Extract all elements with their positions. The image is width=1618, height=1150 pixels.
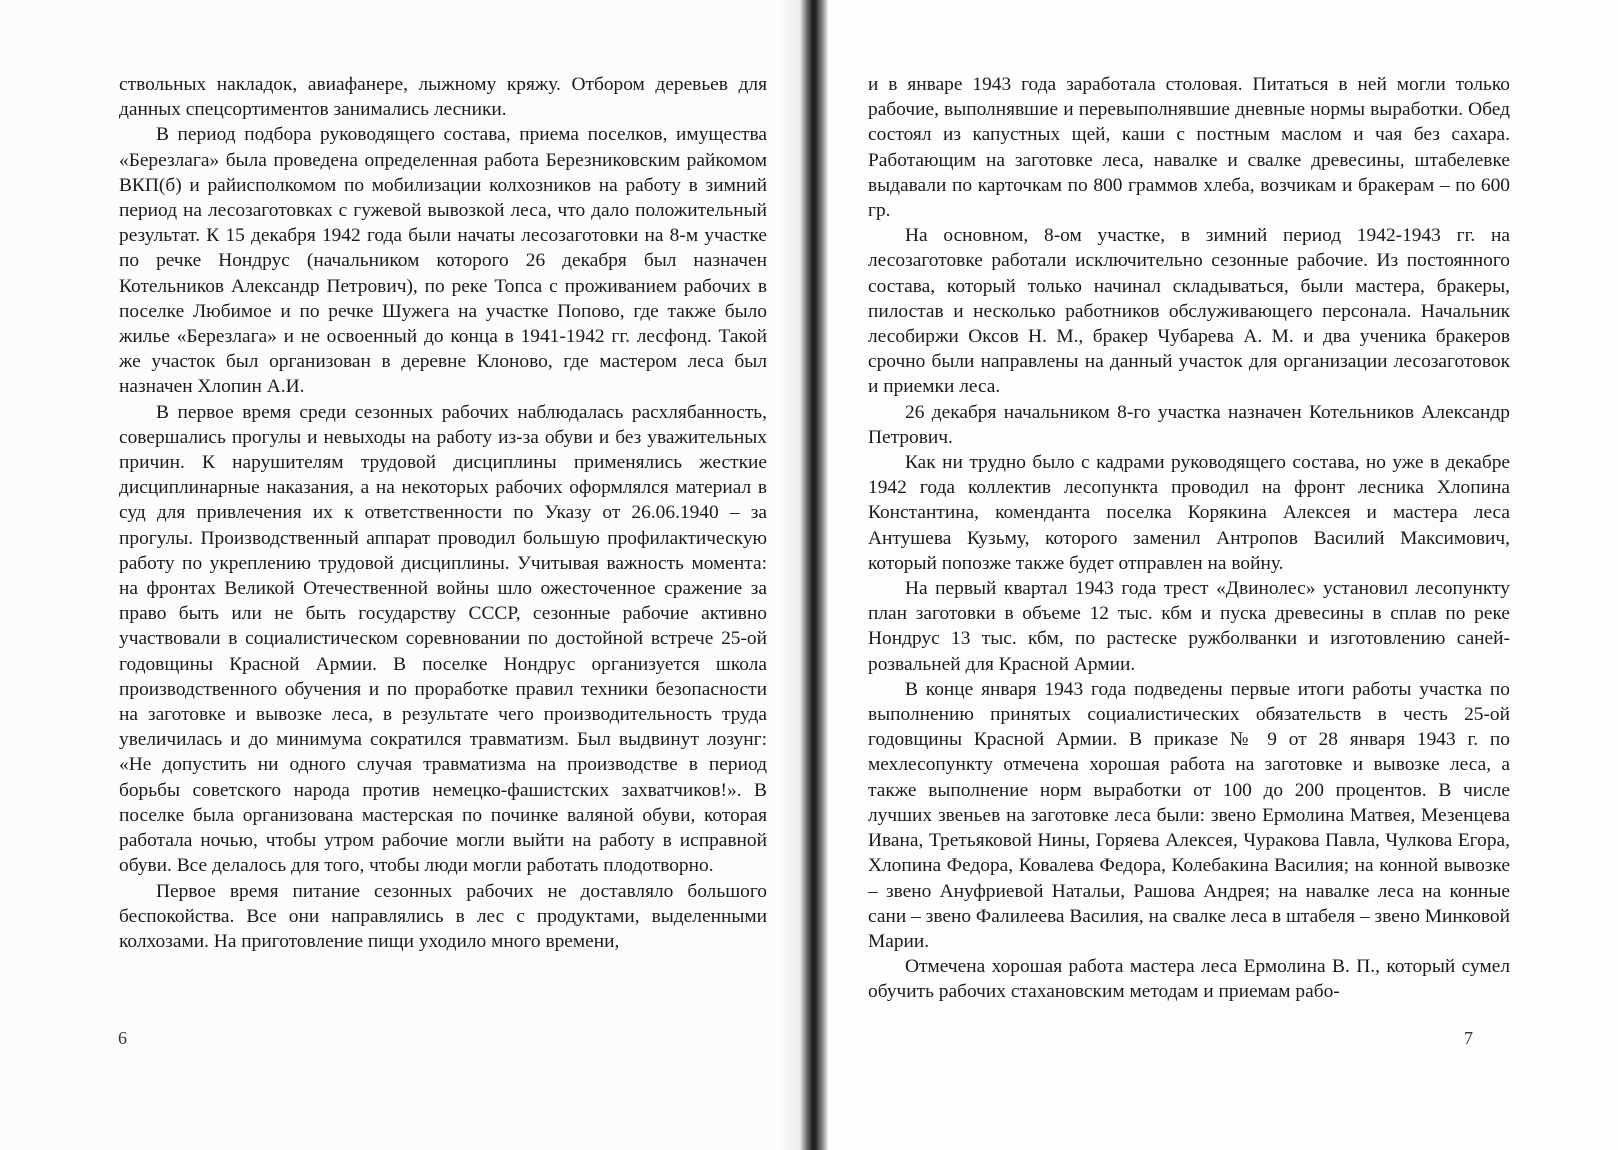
paragraph: В первое время среди сезонных рабочих наблюдалась расхлябанность, совершались прогулы и невыходы на работу из-за обуви и без уважительных причин. К нарушителям трудовой дисциплины применялись жесткие дисциплинарные наказания, а на некоторых рабочих оформлялся материал в суд для привлечения их к ответственности по Указу от 26.06.1940 – за прогулы. Производственный аппарат проводил большую профилактическую работу по укреплению трудовой дисциплины. Учитывая важность момента: на фронтах Великой Отечественной войны шло ожесточенное сражение за право быть или не быть государству СССР, сезонные рабочие активно участвовали в социалистическом соревновании по достойной встрече 25-ой годовщины Красной Армии. В поселке Нондрус организуется школа производственного обучения и по проработке правил техники безопасности на заготовке и вывозке леса, в результате чего производительность труда увеличилась и до минимума сократился травматизм. Был выдвинут лозунг: «Не допустить ни одного случая травматизма на производстве в период борьбы советского народа против немецко-фашистских захватчиков!». В поселке была организована мастерская по починке валяной обуви, которая работала ночью, чтобы утром рабочие могли выйти на работу в исправной обуви. Все делалось для того, чтобы люди могли работать плодотворно. <box>119 401 767 877</box>
paragraph: На основном, 8-ом участке, в зимний период 1942-1943 гг. на лесозаготовке работали исключительно сезонные рабочие. Из постоянного состава, который только начинал складываться, были мастера, бракеры, пилостав и несколько работников обслуживающего персонала. Начальник лесобиржи Оксов Н. М., бракер Чубарева А. М. и два ученика бракеров срочно были направлены на данный участок для организации лесозаготовок и приемки леса. <box>868 225 1510 398</box>
paragraph: На первый квартал 1943 года трест «Двинолес» установил лесопункту план заготовки в объеме 12 тыс. кбм и пуска древесины в сплав по реке Нондрус 13 тыс. кбм, по растеске ружболванки и изготовлению саней-розвальней для Красной Армии. <box>868 578 1510 675</box>
paragraph: ствольных накладок, авиафанере, лыжному кряжу. Отбором деревьев для данных спецсортиментов занимались лесники. <box>119 74 767 121</box>
book-spine <box>800 0 828 1150</box>
right-page-text <box>868 72 1510 1005</box>
right-page <box>828 0 1618 1150</box>
paragraph: В период подбора руководящего состава, приема поселков, имущества «Березлага» была проведена определенная работа Березниковским райкомом ВКП(б) и райисполкомом по мобилизации колхозников на работу в зимний период на лесозаготовках с гужевой вывозкой леса, что дало положительный результат. К 15 декабря 1942 года были начаты лесозаготовки на 8-м участке по речке Нондрус (начальником которого 26 декабря был назначен Котельников Александр Петрович), по реке Топса с проживанием рабочих в поселке Любимое и по речке Шужега на участке Попово, где также было жилье «Березлага» и не освоенный до конца в 1941-1942 гг. лесфонд. Такой же участок был организован в деревне Клоново, где мастером леса был назначен Хлопин А.И. <box>119 124 767 398</box>
paragraph: Отмечена хорошая работа мастера леса Ермолина В. П., который сумел обучить рабочих стахановским методам и приемам рабо- <box>868 956 1510 1003</box>
paragraph: 26 декабря начальником 8-го участка назначен Котельников Александр Петрович. <box>868 401 1510 448</box>
paragraph: и в январе 1943 года заработала столовая. Питаться в ней могли только рабочие, выполнявшие и перевыполнявшие дневные нормы выработки. Обед состоял из капустных щей, каши с постным маслом и чая без сахара. Работающим на заготовке леса, навалке и свалке древесины, штабелевке выдавали по карточкам по 800 граммов хлеба, возчикам и бракерам – по 600 гр. <box>868 74 1510 222</box>
paragraph: В конце января 1943 года подведены первые итоги работы участка по выполнению принятых социалистических обязательств в честь 25-ой годовщины Красной Армии. В приказе № 9 от 28 января 1943 г. по мехлесопункту отмечена хорошая работа на заготовке и вывозке леса, а также выполнение норм выработки от 100 до 200 процентов. В числе лучших звеньев на заготовке леса были: звено Ермолина Матвея, Мезенцева Ивана, Третьяковой Нины, Горяева Алексея, Чуракова Павла, Чулкова Егора, Хлопина Федора, Ковалева Федора, Колебакина Василия; на конной вывозке – звено Ануфриевой Натальи, Рашова Андрея; на навалке леса на конные сани – звено Фалилеева Василия, на свалке леса в штабеля – звено Минковой Марии. <box>868 678 1510 952</box>
paragraph: Первое время питание сезонных рабочих не доставляло большого беспокойства. Все они направлялись в лес с продуктами, выделенными колхозами. На приготовление пищи уходило много времени, <box>119 880 767 952</box>
gutter-shadow <box>778 0 800 1150</box>
left-page-text <box>119 72 767 954</box>
paragraph: Как ни трудно было с кадрами руководящего состава, но уже в декабре 1942 года коллектив лесопункта проводил на фронт лесника Хлопина Константина, коменданта поселка Корякина Алексея и мастера леса Антушева Кузьму, которого заменил Антропов Василий Максимович, который попозже также будет отправлен на войну. <box>868 452 1510 574</box>
left-page <box>0 0 790 1150</box>
page-number: 7 <box>1464 1028 1473 1048</box>
page-number: 6 <box>118 1028 127 1048</box>
